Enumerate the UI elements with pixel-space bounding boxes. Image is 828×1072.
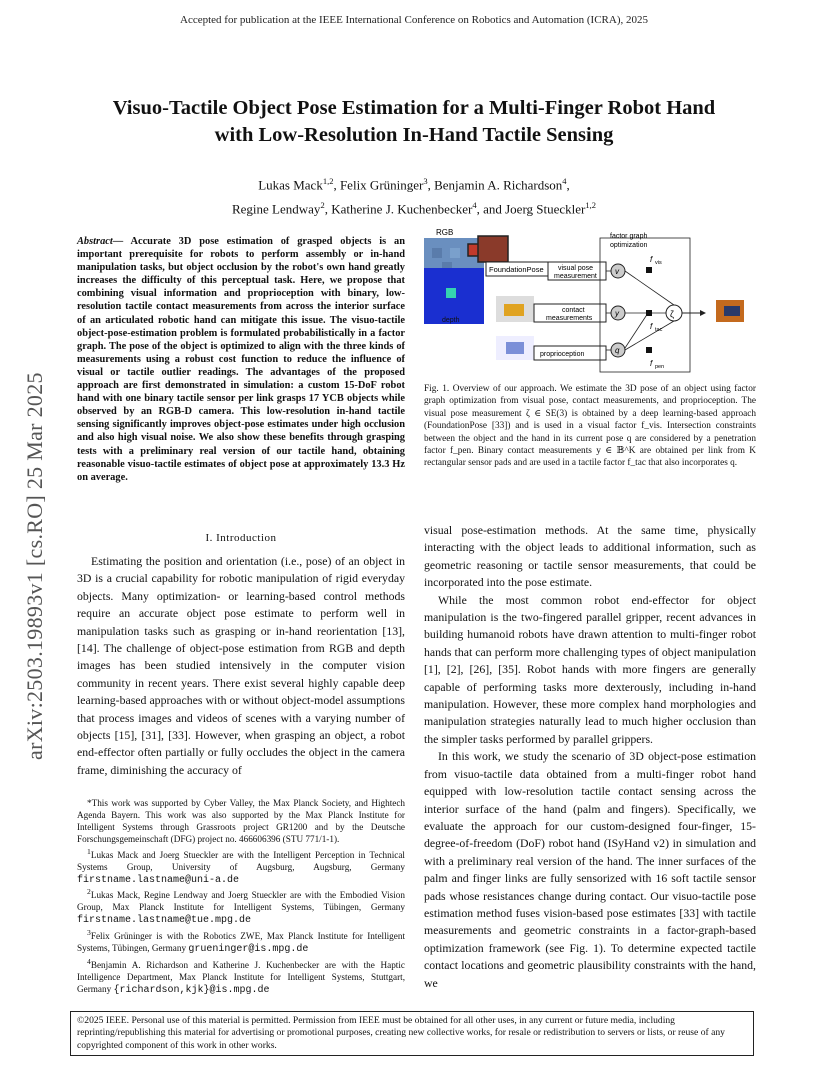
arxiv-identifier[interactable]: arXiv:2503.19893v1 [cs.RO] 25 Mar 2025: [22, 372, 47, 760]
author-affiliation: 3: [423, 176, 428, 186]
author-affiliation: 2: [320, 200, 325, 211]
conference-header: Accepted for publication at the IEEE International Conference on Robotics and Automation (ICRA), 2025: [180, 14, 648, 26]
intro-column-2: [424, 522, 756, 992]
author-list: [60, 171, 768, 220]
footnote-3: $^3$Felix Grüninger is with the Robotics ZWE, Max Planck Institute for Intelligent Systems, Tübingen, Germany grueninger@is.mpg.de: [77, 928, 405, 956]
measurements-label: measurements: [546, 315, 593, 322]
footnote-email[interactable]: firstname.lastname@tue.mpg.de: [77, 915, 252, 927]
figure-caption: Fig. 1. Overview of our approach. We estimate the 3D pose of an object using factor graph optimization from visual pose, contact measurements, and proprioception. The visual pose measurement ζ ∈ SE(3) is obtained by a deep learning-based approach (FoundationPose [33]) and is used in a visual factor f_vis. Intersection constraints between the object and the hand in its current pose q are considered by a penetration factor f_pen. Binary contact measurements y ∈ 𝔹^K are obtained per link from K rectangular sensor pads and are used in a tactile factor f_tac that also incorporates q.: [424, 384, 756, 469]
col2-paragraph-3: In this work, we study the scenario of 3D object-pose estimation from visuo-tactile data obtained from a multi-finger robot hand equipped with low-resolution tactile contact sensing across the interior surface of the hand (palm and fingers). Specifically, we evaluate the approach for our custom-designed four-finger, 15-degree-of-freedom (DoF) robot hand (ISyHand v2) in simulation and with a preliminary real version of the hand. The inner surfaces of the palm and finger links are fully sensorized with 16 soft tactile sensor pads whose resistances change during contact. Our visuo-tactile pose estimation method fuses vision-based pose estimates [33] with tactile measurements and geometric constraints in a factor-graph-based optimization framework (see Fig. 1). To determine expected tactile contact locations and geometric plausibility constraints with the hand, we: [424, 749, 756, 990]
author-line-2: [60, 195, 768, 219]
factor-pen: [646, 347, 652, 353]
footnote-email[interactable]: {richardson,kjk}@is.mpg.de: [113, 984, 270, 996]
factor-graph-label: factor graph: [610, 233, 648, 240]
abstract: [77, 235, 405, 484]
copyright-notice: ©2025 IEEE. Personal use of this material is permitted. Permission from IEEE must be obtained for all other uses, in any current or future media, including reprinting/republishing this material for advertising or promotional purposes, creating new collective works, for resale or redistribution to servers or lists, or reuse of any copyrighted component of this work in other works.: [70, 1011, 754, 1056]
paper-title: [60, 95, 768, 149]
col2-paragraph-2: While the most common robot end-effector for object manipulation is the two-fingered parallel gripper, recent advances in building humanoid robots have drawn attention to multi-finger robot hands that can perform more challenging types of object manipulation [1], [2], [26], [35]. Robot hands with more fingers are generally capable of performing tasks more dexterously, including in-hand manipulation. However, these more complex hand morphologies and manipulation strategies naturally lead to much higher occlusion than the simpler tasks performed by parallel grippers.: [424, 592, 756, 746]
abstract-label: Abstract: [77, 236, 113, 247]
f-pen-label: f: [650, 359, 653, 368]
section-heading: I. Introduction: [205, 532, 277, 544]
footnote-2: $^2$Lukas Mack, Regine Lendway and Joerg Stueckler are with the Embodied Vision Group, Max Planck Institute for Intelligent Systems, Tübingen, Germany firstname.lastname@tue.mpg.de: [77, 887, 405, 927]
author-separator: ,: [324, 201, 332, 217]
title-line-1: Visuo-Tactile Object Pose Estimation for a Multi-Finger Robot Hand: [112, 97, 716, 119]
author-name: Katherine J. Kuchenbecker: [331, 201, 473, 217]
contact-label: contact: [562, 307, 585, 314]
footnote-1: $^1$Lukas Mack and Joerg Stueckler are with the Intelligent Perception in Technical Systems Group, University of Augsburg, Augsburg, Germany firstname.lastname@uni-a.de: [77, 846, 405, 886]
footnotes: [77, 798, 405, 997]
author-name: Felix Grüninger: [339, 177, 424, 193]
foundationpose-label: FoundationPose: [489, 265, 544, 274]
author-affiliation: 1,2: [585, 200, 597, 211]
intro-column-1: [77, 553, 405, 779]
overview-figure: [424, 228, 756, 376]
author-affiliation: 1,2: [322, 176, 334, 186]
author-name: Lukas Mack: [258, 177, 323, 193]
author-name: Benjamin A. Richardson: [434, 177, 563, 193]
footnote-text: Lukas Mack and Joerg Stueckler are with the Intelligent Perception in Technical Systems Group, University of Augsburg, Augsburg, Germany: [77, 849, 405, 872]
author-separator: , and: [476, 201, 506, 217]
rgb-label: RGB: [436, 228, 454, 237]
node-q-label: q: [615, 346, 620, 355]
footnote-text: Lukas Mack, Regine Lendway and Joerg Stueckler are with the Embodied Vision Group, Max Planck Institute for Intelligent Systems, Tübingen, Germany: [77, 890, 405, 913]
factor-tac: [646, 310, 652, 316]
author-separator: ,: [566, 177, 570, 193]
factor-vis: [646, 267, 652, 273]
rgb-crop: [478, 236, 508, 262]
author-affiliation: 4: [562, 176, 567, 186]
proprioception-label: proprioception: [540, 351, 585, 358]
f-vis-sub: vis: [655, 260, 662, 266]
node-y-label: y: [615, 309, 619, 318]
footnote-text: Felix Grüninger is with the Robotics ZWE, Max Planck Institute for Intelligent Systems, Tübingen, Germany: [77, 931, 405, 954]
author-line-1: [60, 171, 768, 195]
author-affiliation: 4: [472, 200, 477, 211]
node-zeta-label: ζ: [670, 309, 674, 319]
optimization-label: optimization: [610, 242, 648, 249]
footnote-4: $^4$Benjamin A. Richardson and Katherine J. Kuchenbecker are with the Haptic Intelligence Department, Max Planck Institute for Intelligent Systems, Stuttgart, Germany {richardson,kjk}@is.mpg.de: [77, 957, 405, 996]
footnote-text: Benjamin A. Richardson and Katherine J. Kuchenbecker are with the Haptic Intelligence Department, Max Planck Institute for Intelligent Systems, Stuttgart, Germany: [77, 960, 405, 994]
author-name: Regine Lendway: [231, 201, 321, 217]
author-separator: ,: [427, 177, 435, 193]
f-tac-sub: tac: [655, 327, 663, 333]
abstract-text: — Accurate 3D pose estimation of grasped objects is an important prerequisite for robots to perform assembly or in-hand manipulation tasks, but object occlusion by the robot's own hand greatly increases the difficulty of this perceptual task. Here, we propose that combining visual information and proprioception with binary, low-resolution tactile contact measurements from across the interior surface of an articulated robotic hand can mitigate this issue. The visuo-tactile object-pose-estimation problem is formulated probabilistically in a factor graph. The pose of the object is optimized to align with the three kinds of measurements using a robust cost function to reduce the influence of visual or tactile outlier readings. The advantages of the proposed approach are first demonstrated in simulation: a custom 15-DoF robot hand with one binary tactile sensor per link grasps 17 YCB objects while observed by an RGB-D camera. This low-resolution in-hand tactile sensing significantly improves object-pose estimates under high occlusion and also high visual noise. We also show these benefits through grasping tests with a preliminary real version of our tactile hand, obtaining reasonable visuo-tactile estimates of object pose at approximately 13.3 Hz on average.: [77, 236, 405, 483]
col2-paragraph-1: visual pose-estimation methods. At the same time, physically interacting with the object leads to additional information, such as geometric reasoning or tactile sensor measurements, that could be incorporated into the pose estimate.: [424, 523, 756, 590]
measurement-label: measurement: [554, 273, 597, 280]
f-vis-label: f: [650, 255, 653, 264]
author-separator: ,: [333, 177, 340, 193]
node-zeta: [666, 305, 682, 321]
footnote-funding: *This work was supported by Cyber Valley, the Max Planck Society, and Hightech Agenda Bayern. This work was also supported by the Max Planck Institute for Intelligent Systems through Grassroots project GR1200 and by the Deutsche Forschungsgemeinschaft (DFG) project no. 466606396 (STU 771/1-1).: [77, 798, 405, 844]
author-name: Joerg Stueckler: [505, 201, 586, 217]
f-pen-sub: pen: [655, 364, 665, 370]
title-line-2: with Low-Resolution In-Hand Tactile Sensing: [214, 124, 614, 146]
depth-label: depth: [442, 317, 460, 324]
visual-pose-label: visual pose: [558, 265, 594, 272]
intro-paragraph: Estimating the position and orientation (i.e., pose) of an object in 3D is a crucial capability for robotic manipulation of rigid everyday objects. Many optimization- or learning-based control methods require an accurate object pose estimate to perform well in manipulation tasks such as grasping or in-hand reorientation [13], [14]. The challenge of object-pose estimation from RGB and depth images has been studied intensively in the computer vision community in recent years. There exist several highly capable deep learning-based approaches with or without object-model assumptions that process images and videos of scenes with a varying number of objects [15], [31], [33]. However, when grasping an object, a robot end-effector often partially or fully occludes the object in the camera frame, diminishing the accuracy of: [77, 554, 405, 777]
footnote-email[interactable]: firstname.lastname@uni-a.de: [77, 874, 240, 886]
footnote-email[interactable]: grueninger@is.mpg.de: [188, 944, 309, 956]
f-tac-label: f: [650, 322, 653, 331]
node-v-label: v: [615, 267, 619, 276]
